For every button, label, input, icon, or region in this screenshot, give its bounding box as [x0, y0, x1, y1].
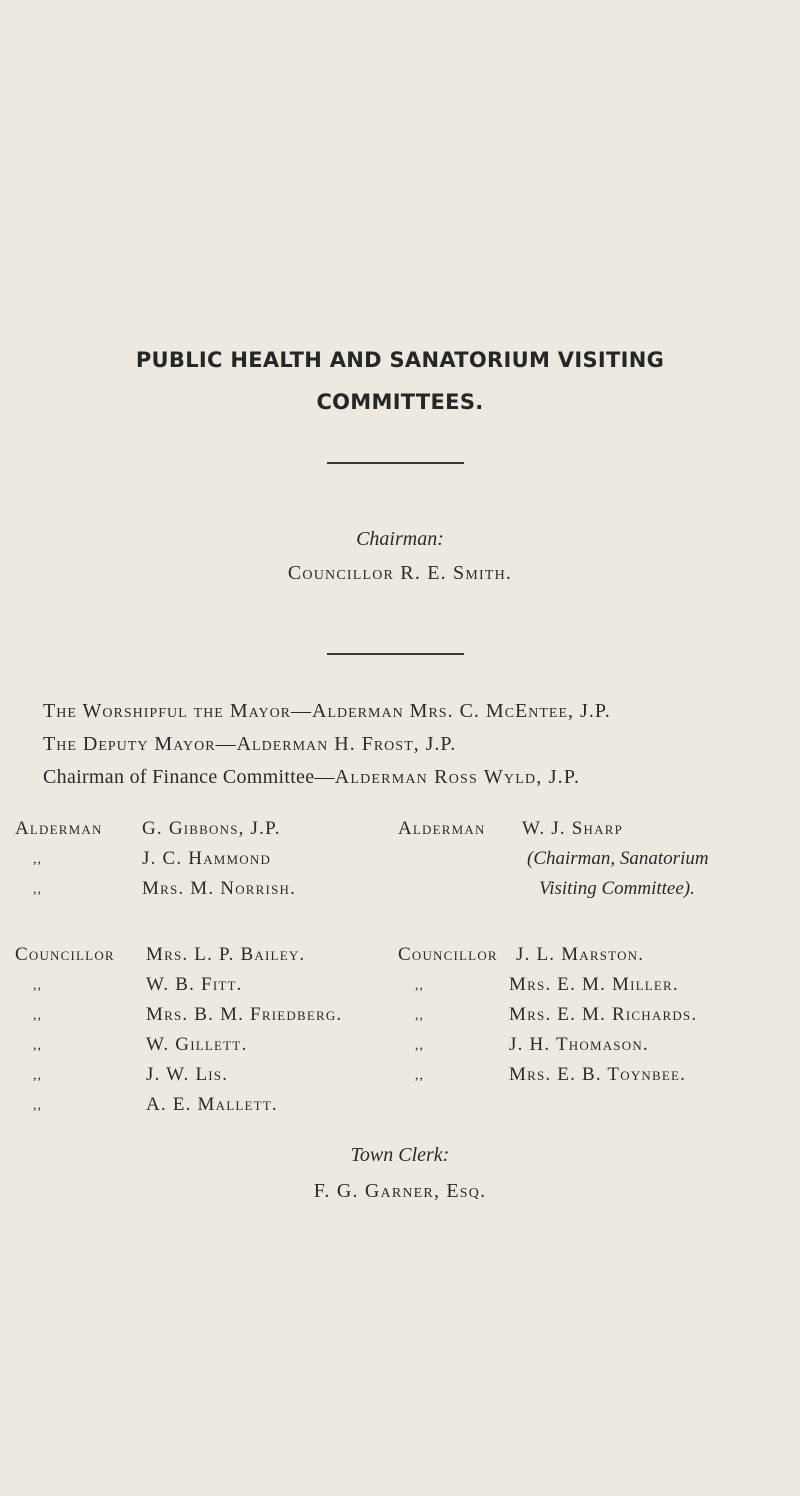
finance-chair-name: Alderman Ross Wyld, J.P.	[334, 766, 581, 788]
councillor-title-left: Councillor	[15, 944, 115, 965]
chairman-name: Councillor R. E. Smith.	[287, 562, 513, 584]
councillor-left-2: W. B. Fitt.	[146, 974, 243, 995]
councillor-title-right: Councillor	[398, 944, 498, 965]
councillor-left-3: Mrs. B. M. Friedberg.	[146, 1004, 343, 1025]
councillor-right-2: Mrs. E. M. Miller.	[509, 974, 679, 995]
councillor-left-1: Mrs. L. P. Bailey.	[146, 944, 306, 965]
alderman-ditto-1: ,,	[33, 852, 42, 867]
page-title-line-1: PUBLIC HEALTH AND SANATORIUM VISITING	[135, 348, 665, 372]
councillor-right-1: J. L. Marston.	[516, 944, 645, 965]
councillor-right-4: J. H. Thomason.	[509, 1034, 649, 1055]
councillor-left-5: J. W. Lis.	[146, 1064, 229, 1085]
alderman-title-left: Alderman	[15, 818, 103, 839]
chairman-heading: Chairman:	[356, 528, 444, 550]
councillor-ditto-left-4: ,,	[33, 1038, 42, 1053]
councillor-right-3: Mrs. E. M. Richards.	[509, 1004, 698, 1025]
alderman-left-3: Mrs. M. Norrish.	[142, 878, 297, 899]
alderman-right-note-2: Visiting Committee).	[539, 878, 695, 899]
alderman-right-note-1: (Chairman, Sanatorium	[527, 848, 709, 869]
mayor-line: The Worshipful the Mayor—Alderman Mrs. C. McEntee, J.P.	[43, 700, 611, 722]
councillor-left-4: W. Gillett.	[146, 1034, 248, 1055]
alderman-title-right: Alderman	[398, 818, 486, 839]
councillor-ditto-right-3: ,,	[415, 1008, 424, 1023]
divider-1	[327, 462, 464, 464]
alderman-right-name: W. J. Sharp	[522, 818, 624, 839]
finance-chair-line	[43, 766, 580, 789]
deputy-mayor-line: The Deputy Mayor—Alderman H. Frost, J.P.	[43, 733, 457, 755]
councillor-ditto-right-5: ,,	[415, 1068, 424, 1083]
alderman-left-2: J. C. Hammond	[142, 848, 272, 869]
councillor-right-5: Mrs. E. B. Toynbee.	[509, 1064, 687, 1085]
town-clerk-heading: Town Clerk:	[350, 1144, 450, 1166]
alderman-left-1: G. Gibbons, J.P.	[142, 818, 281, 839]
finance-chair-prefix: Chairman of Finance Committee—	[43, 766, 335, 788]
alderman-ditto-2: ,,	[33, 882, 42, 897]
councillor-ditto-right-2: ,,	[415, 978, 424, 993]
councillor-left-6: A. E. Mallett.	[146, 1094, 278, 1115]
councillor-ditto-right-4: ,,	[415, 1038, 424, 1053]
councillor-ditto-left-5: ,,	[33, 1068, 42, 1083]
town-clerk-name: F. G. Garner, Esq.	[313, 1180, 487, 1202]
councillor-ditto-left-6: ,,	[33, 1098, 42, 1113]
divider-2	[327, 653, 464, 655]
councillor-ditto-left-3: ,,	[33, 1008, 42, 1023]
page-title-line-2: COMMITTEES.	[316, 390, 484, 414]
councillor-ditto-left-2: ,,	[33, 978, 42, 993]
